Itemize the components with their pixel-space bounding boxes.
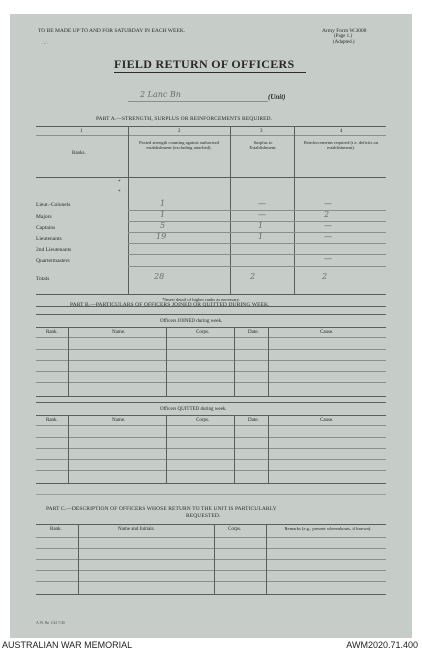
fold-crease (36, 494, 386, 495)
joined-col-cause: Cause. (320, 330, 334, 335)
joined-col-div-2 (166, 327, 167, 396)
footer-institution: AUSTRALIAN WAR MEMORIAL (2, 640, 133, 650)
unit-line (128, 101, 268, 102)
joined-row-1 (36, 349, 386, 350)
header-ranks: Ranks. (72, 151, 86, 156)
col-number-2: 2 (178, 129, 181, 134)
part-a-top-border (36, 126, 386, 127)
joined-row-2 (36, 360, 386, 361)
quitted-header-bottom (36, 425, 386, 426)
part-b-title: PART B.—PARTICULARS OF OFFICERS JOINED OR QUITTED DURING WEEK. (70, 302, 270, 308)
col-number-3: 3 (260, 129, 263, 134)
quitted-col-rank: Rank. (46, 418, 58, 423)
quitted-row-2 (36, 448, 386, 449)
part-c-row-3 (36, 570, 386, 571)
row-line-5 (128, 254, 386, 255)
title-underline (114, 72, 306, 73)
col-number-row-line (36, 135, 386, 136)
part-c-col-div-2 (214, 524, 215, 594)
surplus-majors: — (258, 210, 266, 219)
joined-col-div-3 (234, 327, 235, 396)
quitted-bottom-border (36, 483, 386, 484)
surplus-totals: 2 (250, 272, 256, 281)
header-reinforcements: Reinforcements required (i.e. deficits on establishment). (303, 140, 379, 151)
rank-lieut-colonels: Lieut.-Colonels (36, 202, 71, 208)
unit-label: (Unit) (268, 93, 286, 101)
part-c-title-line2: REQUESTED. (186, 513, 221, 519)
joined-col-div-4 (268, 327, 269, 396)
posted-lieutenants: 19 (156, 232, 167, 241)
part-c-row-2 (36, 559, 386, 560)
rank-lieutenants: Lieutenants (36, 236, 62, 242)
quitted-col-cause: Cause. (320, 418, 334, 423)
surplus-captains: 1 (258, 221, 264, 230)
part-c-bottom-border (36, 594, 386, 595)
part-c-row-1 (36, 548, 386, 549)
quitted-col-div-3 (234, 415, 235, 483)
joined-row-3 (36, 371, 386, 372)
joined-col-rank: Rank. (46, 330, 58, 335)
reinf-lieut-colonels: — (324, 199, 332, 208)
posted-majors: 1 (160, 210, 166, 219)
quitted-col-name: Name. (112, 418, 126, 423)
header-surplus: Surplus to Establishment. (249, 140, 277, 151)
joined-top-border (36, 314, 386, 315)
reinf-lieutenants: — (324, 232, 332, 241)
reinf-totals: 2 (322, 272, 328, 281)
joined-header-bottom (36, 337, 386, 338)
rank-captains: Captains (36, 225, 56, 231)
reinf-majors: 2 (324, 210, 330, 219)
part-c-col-corps: Corps. (228, 527, 242, 532)
reinf-captains: — (324, 221, 332, 230)
printer-mark: A.W. Bn 1/44 7/40 (36, 621, 65, 625)
unit-value: 2 Lanc Bn (140, 90, 181, 99)
joined-header-top (36, 327, 386, 328)
part-c-row-4 (36, 581, 386, 582)
surplus-lieut-colonels: — (258, 199, 266, 208)
reinf-quartermasters: — (324, 254, 332, 263)
quitted-title: Officers QUITTED during week. (160, 407, 227, 412)
part-c-col-rank: Rank. (50, 527, 62, 532)
joined-col-date: Date. (248, 330, 259, 335)
stamp-mark: ∴∴ (42, 41, 49, 46)
row-line-4 (128, 243, 386, 244)
part-c-col-remarks: Remarks (e.g., present whereabouts, if known). (284, 526, 372, 531)
joined-title: Officers JOINED during week. (160, 319, 223, 324)
rank-totals: Totals (36, 276, 50, 282)
quitted-col-div-4 (268, 415, 269, 483)
rank-quartermasters: Quartermasters (36, 258, 70, 264)
part-c-header-bottom (36, 537, 386, 538)
quitted-col-div-2 (166, 415, 167, 483)
row-line-1 (128, 210, 386, 211)
posted-lieut-colonels: 1 (160, 199, 166, 208)
header-bottom-line (36, 177, 386, 178)
part-c-title-line1: PART C.—DESCRIPTION OF OFFICERS WHOSE RETURN TO THE UNIT IS PARTICULARLY (46, 506, 277, 512)
quitted-row-4 (36, 470, 386, 471)
part-c-top-border (36, 524, 386, 525)
part-c-col-div-1 (78, 524, 79, 594)
surplus-lieutenants: 1 (258, 232, 264, 241)
quitted-col-corps: Corps. (196, 418, 210, 423)
rank-2nd-lieutenants: 2nd Lieutenants (36, 247, 72, 253)
form-adapted: (Adapted.) (333, 40, 355, 45)
row-star-2: * (118, 190, 121, 195)
joined-row-4 (36, 382, 386, 383)
form-id: Army Form W.3008 (322, 28, 367, 34)
joined-col-corps: Corps. (196, 330, 210, 335)
row-line-3 (128, 232, 386, 233)
row-line-2 (128, 221, 386, 222)
rank-majors: Majors (36, 214, 52, 220)
part-c-col-name: Name and Initials. (118, 527, 155, 532)
footer-accession-number: AWM2020.71.400 (346, 640, 418, 650)
quitted-col-date: Date. (248, 418, 259, 423)
joined-col-name: Name. (112, 330, 126, 335)
quitted-row-1 (36, 437, 386, 438)
quitted-row-3 (36, 459, 386, 460)
quitted-top-border (36, 402, 386, 403)
header-posted-strength: Posted strength counting against authorised establishment (excluding attached). (139, 140, 219, 151)
row-line-6 (128, 266, 386, 267)
part-a-bottom-border (36, 294, 386, 295)
col-number-1: 1 (80, 129, 83, 134)
quitted-header-top (36, 415, 386, 416)
form-page: (Page 1.) (334, 34, 353, 39)
part-c-col-div-3 (266, 524, 267, 594)
row-star-1: * (118, 180, 121, 185)
part-a-footnote: *Insert detail of higher ranks as necessary. (162, 297, 240, 302)
page-title: FIELD RETURN OF OFFICERS (114, 57, 295, 71)
part-a-title: PART A.—STRENGTH, SURPLUS OR REINFORCEMENTS REQUIRED. (96, 116, 273, 122)
col-number-4: 4 (340, 129, 343, 134)
quitted-col-div-1 (68, 415, 69, 483)
posted-totals: 28 (154, 272, 165, 281)
joined-col-div-1 (68, 327, 69, 396)
posted-captains: 5 (160, 221, 166, 230)
form-sheet (10, 14, 412, 638)
top-instruction: TO BE MADE UP TO AND FOR SATURDAY IN EACH WEEK. (38, 28, 186, 34)
joined-bottom-border (36, 396, 386, 397)
